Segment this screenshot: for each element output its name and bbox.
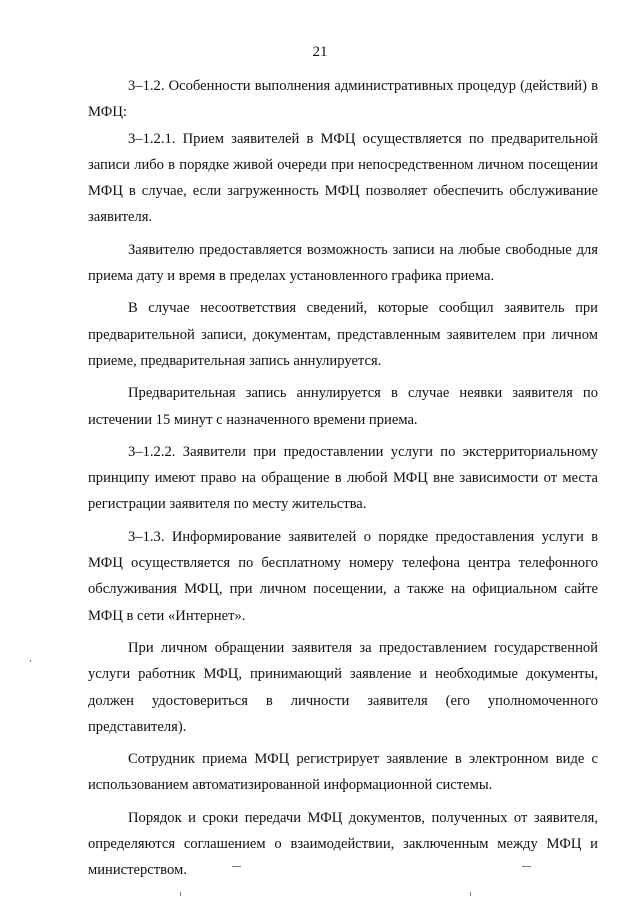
paragraph-3-1-3: 3–1.3. Информирование заявителей о порядке предоставления услуги в МФЦ осуществляется по бесплатному номеру телефона центра телефонного обслуживания МФЦ, при личном посещении, а также на официальном сайте МФЦ в сети «Интернет». (88, 528, 598, 624)
paragraph-transfer-terms: Порядок и сроки передачи МФЦ документов, полученных от заявителя, определяются соглашением о взаимодействии, заключенным между МФЦ и министерством. (88, 809, 598, 879)
body-text (88, 73, 598, 884)
paragraph-booking-options: Заявителю предоставляется возможность записи на любые свободные для приема дату и время в пределах установленного графика приема. (88, 241, 598, 285)
paragraph-3-1-2-1: 3–1.2.1. Прием заявителей в МФЦ осуществляется по предварительной записи либо в порядке живой очереди при непосредственном личном посещении МФЦ в случае, если загруженность МФЦ позволяет обеспечить обслуживание заявителя. (88, 130, 598, 226)
scan-speck (232, 866, 241, 867)
page-number: 21 (312, 44, 328, 60)
paragraph-identity-check: При личном обращении заявителя за предоставлением государственной услуги работник МФЦ, принимающий заявление и необходимые документы, должен удостовериться в личности заявителя (его уполномоченного представителя). (88, 639, 598, 735)
scan-speck (522, 866, 531, 867)
paragraph-booking-mismatch: В случае несоответствия сведений, которые сообщил заявитель при предварительной записи, документам, представленным заявителем при личном приеме, предварительная запись аннулируется. (88, 300, 598, 369)
scan-speck (180, 892, 181, 896)
paragraph-3-1-2-heading: 3–1.2. Особенности выполнения административных процедур (действий) в МФЦ: (88, 78, 598, 121)
scan-speck (470, 892, 471, 896)
paragraph-booking-no-show: Предварительная запись аннулируется в случае неявки заявителя по истечении 15 минут с назначенного времени приема. (88, 385, 598, 428)
scan-speck (30, 660, 31, 662)
paragraph-3-1-2-2: 3–1.2.2. Заявители при предоставлении услуги по экстерриториальному принципу имеют право на обращение в любой МФЦ вне зависимости от места регистрации заявителя по месту жительства. (88, 443, 598, 513)
paragraph-registration: Сотрудник приема МФЦ регистрирует заявление в электронном виде с использованием автоматизированной информационной системы. (88, 751, 598, 794)
